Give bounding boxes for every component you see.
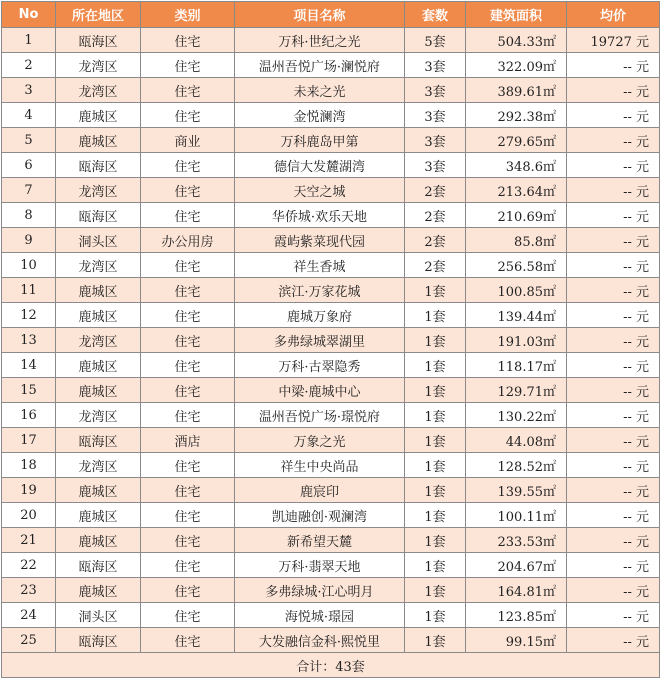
- cell-project-name: 万科·古翠隐秀: [235, 353, 405, 378]
- cell-area: 233.53㎡: [466, 528, 567, 553]
- cell-no: 25: [2, 628, 56, 653]
- table-row: [2, 478, 660, 503]
- cell-units: 1套: [405, 328, 466, 353]
- cell-type: 住宅: [141, 403, 235, 428]
- table-row: [2, 53, 660, 78]
- cell-type: 住宅: [141, 453, 235, 478]
- cell-district: 鹿城区: [56, 503, 141, 528]
- cell-project-name: 万象之光: [235, 428, 405, 453]
- cell-type: 住宅: [141, 503, 235, 528]
- cell-type: 住宅: [141, 178, 235, 203]
- cell-units: 1套: [405, 578, 466, 603]
- cell-units: 1套: [405, 378, 466, 403]
- cell-price: -- 元: [567, 628, 660, 653]
- cell-area: 118.17㎡: [466, 353, 567, 378]
- cell-price: -- 元: [567, 453, 660, 478]
- cell-no: 15: [2, 378, 56, 403]
- cell-units: 1套: [405, 453, 466, 478]
- cell-no: 6: [2, 153, 56, 178]
- cell-district: 鹿城区: [56, 478, 141, 503]
- header-project-name: 项目名称: [235, 2, 405, 28]
- cell-area: 292.38㎡: [466, 103, 567, 128]
- header-district: 所在地区: [56, 2, 141, 28]
- cell-units: 1套: [405, 353, 466, 378]
- cell-price: -- 元: [567, 403, 660, 428]
- cell-district: 瓯海区: [56, 428, 141, 453]
- total-row: [2, 653, 660, 678]
- cell-project-name: 天空之城: [235, 178, 405, 203]
- cell-price: -- 元: [567, 103, 660, 128]
- cell-type: 住宅: [141, 378, 235, 403]
- cell-type: 住宅: [141, 28, 235, 53]
- cell-units: 1套: [405, 603, 466, 628]
- cell-district: 龙湾区: [56, 253, 141, 278]
- cell-type: 酒店: [141, 428, 235, 453]
- table-row: [2, 628, 660, 653]
- table-row: [2, 353, 660, 378]
- cell-units: 1套: [405, 303, 466, 328]
- cell-area: 213.64㎡: [466, 178, 567, 203]
- cell-district: 龙湾区: [56, 328, 141, 353]
- cell-units: 3套: [405, 103, 466, 128]
- cell-district: 鹿城区: [56, 103, 141, 128]
- cell-type: 住宅: [141, 353, 235, 378]
- cell-type: 住宅: [141, 203, 235, 228]
- cell-no: 19: [2, 478, 56, 503]
- cell-type: 办公用房: [141, 228, 235, 253]
- table-row: [2, 428, 660, 453]
- cell-area: 204.67㎡: [466, 553, 567, 578]
- cell-project-name: 多弗绿城·江心明月: [235, 578, 405, 603]
- cell-type: 住宅: [141, 528, 235, 553]
- cell-area: 191.03㎡: [466, 328, 567, 353]
- cell-district: 洞头区: [56, 228, 141, 253]
- cell-type: 住宅: [141, 53, 235, 78]
- cell-units: 1套: [405, 278, 466, 303]
- cell-price: -- 元: [567, 553, 660, 578]
- table-row: [2, 78, 660, 103]
- cell-no: 3: [2, 78, 56, 103]
- cell-type: 住宅: [141, 578, 235, 603]
- cell-area: 322.09㎡: [466, 53, 567, 78]
- table-row: [2, 178, 660, 203]
- cell-project-name: 大发融信金科·熙悦里: [235, 628, 405, 653]
- table-row: [2, 303, 660, 328]
- header-type: 类别: [141, 2, 235, 28]
- cell-price: -- 元: [567, 528, 660, 553]
- cell-price: -- 元: [567, 328, 660, 353]
- cell-price: -- 元: [567, 603, 660, 628]
- cell-project-name: 温州吾悦广场·璟悦府: [235, 403, 405, 428]
- table-row: [2, 203, 660, 228]
- cell-project-name: 滨江·万家花城: [235, 278, 405, 303]
- cell-units: 1套: [405, 478, 466, 503]
- cell-price: -- 元: [567, 128, 660, 153]
- cell-no: 22: [2, 553, 56, 578]
- cell-district: 鹿城区: [56, 278, 141, 303]
- table-row: [2, 553, 660, 578]
- cell-no: 10: [2, 253, 56, 278]
- cell-district: 瓯海区: [56, 28, 141, 53]
- cell-type: 住宅: [141, 553, 235, 578]
- cell-no: 7: [2, 178, 56, 203]
- cell-district: 鹿城区: [56, 528, 141, 553]
- cell-units: 2套: [405, 203, 466, 228]
- cell-price: -- 元: [567, 78, 660, 103]
- table-row: [2, 328, 660, 353]
- cell-units: 3套: [405, 153, 466, 178]
- cell-no: 8: [2, 203, 56, 228]
- cell-units: 3套: [405, 78, 466, 103]
- cell-area: 100.85㎡: [466, 278, 567, 303]
- sales-table: [1, 1, 660, 678]
- cell-area: 129.71㎡: [466, 378, 567, 403]
- cell-project-name: 中梁·鹿城中心: [235, 378, 405, 403]
- table-row: [2, 378, 660, 403]
- cell-project-name: 万科·翡翠天地: [235, 553, 405, 578]
- cell-project-name: 温州吾悦广场·澜悦府: [235, 53, 405, 78]
- cell-price: -- 元: [567, 203, 660, 228]
- table-row: [2, 28, 660, 53]
- cell-no: 12: [2, 303, 56, 328]
- cell-project-name: 万科鹿岛甲第: [235, 128, 405, 153]
- cell-units: 1套: [405, 628, 466, 653]
- cell-district: 鹿城区: [56, 303, 141, 328]
- cell-area: 130.22㎡: [466, 403, 567, 428]
- cell-area: 44.08㎡: [466, 428, 567, 453]
- cell-price: -- 元: [567, 153, 660, 178]
- header-area: 建筑面积: [466, 2, 567, 28]
- cell-price: -- 元: [567, 253, 660, 278]
- cell-district: 瓯海区: [56, 628, 141, 653]
- cell-district: 鹿城区: [56, 578, 141, 603]
- cell-price: -- 元: [567, 428, 660, 453]
- cell-units: 3套: [405, 53, 466, 78]
- total-cell: 合计：43套: [2, 653, 660, 678]
- cell-units: 5套: [405, 28, 466, 53]
- cell-district: 鹿城区: [56, 353, 141, 378]
- cell-area: 99.15㎡: [466, 628, 567, 653]
- header-no: No: [2, 2, 56, 28]
- cell-project-name: 海悦城·璟园: [235, 603, 405, 628]
- cell-no: 23: [2, 578, 56, 603]
- cell-no: 16: [2, 403, 56, 428]
- cell-project-name: 祥生香城: [235, 253, 405, 278]
- cell-no: 11: [2, 278, 56, 303]
- cell-project-name: 鹿宸印: [235, 478, 405, 503]
- cell-project-name: 祥生中央尚品: [235, 453, 405, 478]
- cell-price: -- 元: [567, 503, 660, 528]
- cell-area: 504.33㎡: [466, 28, 567, 53]
- header-row: [2, 2, 660, 28]
- cell-type: 住宅: [141, 78, 235, 103]
- cell-area: 348.6㎡: [466, 153, 567, 178]
- cell-project-name: 新希望天麓: [235, 528, 405, 553]
- cell-no: 17: [2, 428, 56, 453]
- cell-project-name: 霞屿紫菜现代园: [235, 228, 405, 253]
- cell-project-name: 多弗绿城翠湖里: [235, 328, 405, 353]
- cell-district: 龙湾区: [56, 78, 141, 103]
- table-row: [2, 603, 660, 628]
- cell-district: 瓯海区: [56, 553, 141, 578]
- cell-no: 4: [2, 103, 56, 128]
- cell-price: -- 元: [567, 178, 660, 203]
- table-row: [2, 453, 660, 478]
- cell-price: -- 元: [567, 478, 660, 503]
- cell-units: 2套: [405, 228, 466, 253]
- cell-no: 21: [2, 528, 56, 553]
- cell-price: 19727 元: [567, 28, 660, 53]
- cell-district: 龙湾区: [56, 178, 141, 203]
- cell-type: 住宅: [141, 153, 235, 178]
- table-row: [2, 503, 660, 528]
- cell-price: -- 元: [567, 278, 660, 303]
- cell-no: 9: [2, 228, 56, 253]
- cell-type: 住宅: [141, 103, 235, 128]
- cell-area: 139.44㎡: [466, 303, 567, 328]
- cell-area: 139.55㎡: [466, 478, 567, 503]
- cell-price: -- 元: [567, 228, 660, 253]
- cell-no: 5: [2, 128, 56, 153]
- cell-district: 鹿城区: [56, 128, 141, 153]
- cell-units: 2套: [405, 253, 466, 278]
- cell-project-name: 金悦澜湾: [235, 103, 405, 128]
- table-row: [2, 103, 660, 128]
- cell-no: 24: [2, 603, 56, 628]
- cell-type: 住宅: [141, 628, 235, 653]
- cell-project-name: 凯迪融创·观澜湾: [235, 503, 405, 528]
- cell-price: -- 元: [567, 53, 660, 78]
- cell-type: 住宅: [141, 328, 235, 353]
- cell-no: 13: [2, 328, 56, 353]
- cell-no: 14: [2, 353, 56, 378]
- header-units: 套数: [405, 2, 466, 28]
- table-body: [2, 28, 660, 653]
- cell-price: -- 元: [567, 378, 660, 403]
- cell-price: -- 元: [567, 578, 660, 603]
- cell-area: 85.8㎡: [466, 228, 567, 253]
- cell-type: 住宅: [141, 478, 235, 503]
- cell-units: 1套: [405, 403, 466, 428]
- table-row: [2, 153, 660, 178]
- cell-units: 1套: [405, 428, 466, 453]
- cell-units: 1套: [405, 553, 466, 578]
- cell-project-name: 德信大发麓湖湾: [235, 153, 405, 178]
- cell-district: 龙湾区: [56, 453, 141, 478]
- table-row: [2, 528, 660, 553]
- cell-type: 住宅: [141, 303, 235, 328]
- table-row: [2, 253, 660, 278]
- cell-project-name: 万科·世纪之光: [235, 28, 405, 53]
- table-row: [2, 578, 660, 603]
- cell-district: 瓯海区: [56, 203, 141, 228]
- cell-units: 2套: [405, 178, 466, 203]
- cell-type: 住宅: [141, 253, 235, 278]
- cell-area: 210.69㎡: [466, 203, 567, 228]
- cell-type: 商业: [141, 128, 235, 153]
- cell-no: 18: [2, 453, 56, 478]
- cell-project-name: 未来之光: [235, 78, 405, 103]
- cell-district: 龙湾区: [56, 403, 141, 428]
- cell-project-name: 鹿城万象府: [235, 303, 405, 328]
- table-row: [2, 403, 660, 428]
- cell-units: 3套: [405, 128, 466, 153]
- cell-price: -- 元: [567, 353, 660, 378]
- table-row: [2, 228, 660, 253]
- cell-area: 100.11㎡: [466, 503, 567, 528]
- cell-units: 1套: [405, 528, 466, 553]
- cell-district: 鹿城区: [56, 378, 141, 403]
- cell-no: 20: [2, 503, 56, 528]
- cell-district: 瓯海区: [56, 153, 141, 178]
- cell-no: 2: [2, 53, 56, 78]
- cell-area: 256.58㎡: [466, 253, 567, 278]
- table-row: [2, 278, 660, 303]
- cell-area: 164.81㎡: [466, 578, 567, 603]
- cell-project-name: 华侨城·欢乐天地: [235, 203, 405, 228]
- header-price: 均价: [567, 2, 660, 28]
- cell-area: 279.65㎡: [466, 128, 567, 153]
- cell-area: 128.52㎡: [466, 453, 567, 478]
- cell-no: 1: [2, 28, 56, 53]
- cell-area: 389.61㎡: [466, 78, 567, 103]
- cell-type: 住宅: [141, 603, 235, 628]
- cell-district: 龙湾区: [56, 53, 141, 78]
- cell-area: 123.85㎡: [466, 603, 567, 628]
- cell-units: 1套: [405, 503, 466, 528]
- table-row: [2, 128, 660, 153]
- cell-district: 洞头区: [56, 603, 141, 628]
- cell-type: 住宅: [141, 278, 235, 303]
- cell-price: -- 元: [567, 303, 660, 328]
